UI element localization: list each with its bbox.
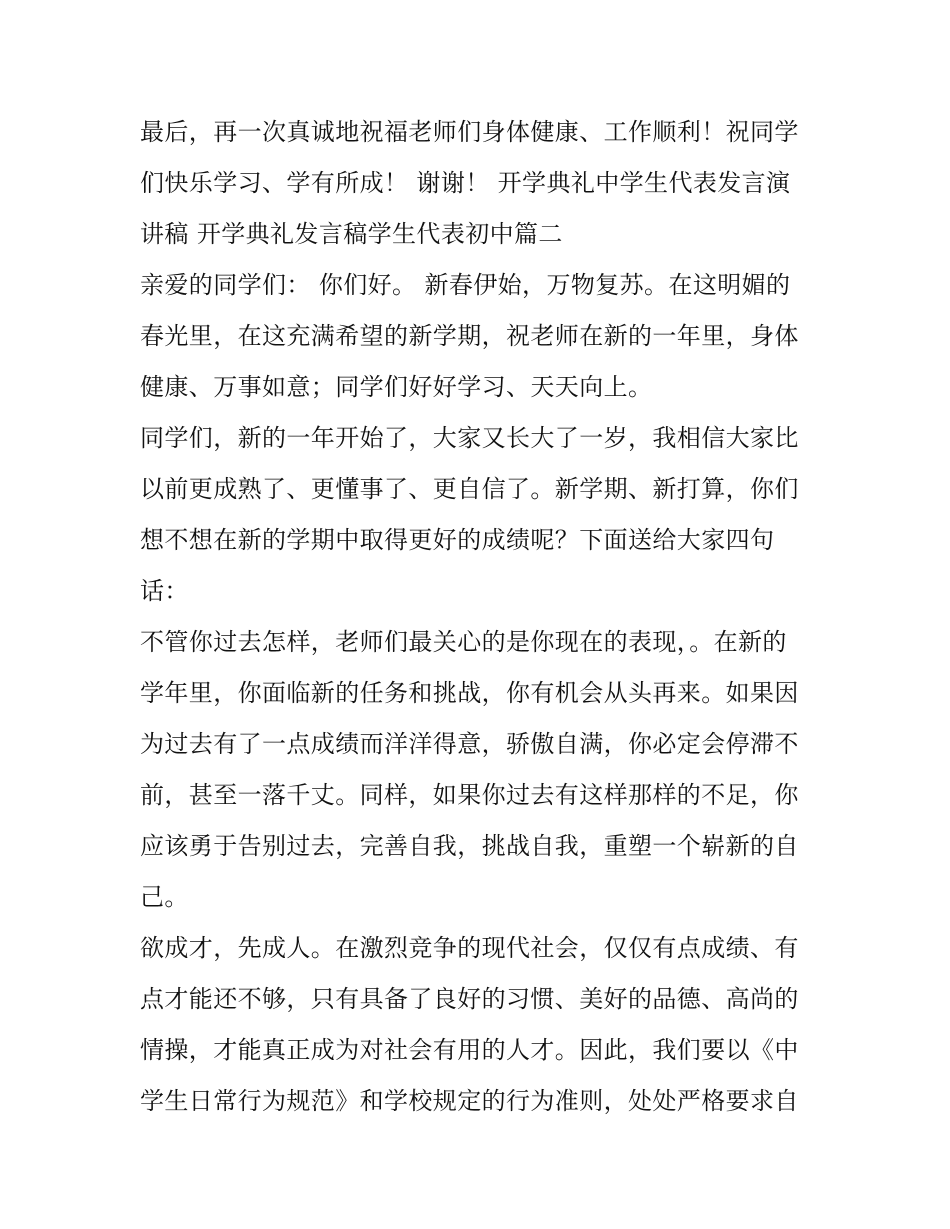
text-line: 己。 bbox=[140, 883, 189, 911]
text-line: 前，甚至一落千丈。同样，如果你过去有这样那样的不足，你 bbox=[140, 781, 799, 809]
text-line: 们快乐学习、学有所成！ 谢谢！ 开学典礼中学生代表发言演 bbox=[140, 169, 791, 197]
text-line: 学年里，你面临新的任务和挑战，你有机会从头再来。如果因 bbox=[140, 679, 799, 707]
text-line: 应该勇于告别过去，完善自我，挑战自我，重塑一个崭新的自 bbox=[140, 832, 799, 860]
text-line: 以前更成熟了、更懂事了、更自信了。新学期、新打算，你们 bbox=[140, 475, 799, 503]
text-line: 亲爱的同学们： 你们好。 新春伊始，万物复苏。在这明媚的 bbox=[140, 271, 791, 299]
text-line: 春光里，在这充满希望的新学期，祝老师在新的一年里，身体 bbox=[140, 322, 799, 350]
text-line: 为过去有了一点成绩而洋洋得意，骄傲自满，你必定会停滞不 bbox=[140, 730, 799, 758]
text-line: 话： bbox=[140, 577, 189, 605]
text-line: 最后，再一次真诚地祝福老师们身体健康、工作顺利！祝同学 bbox=[140, 118, 799, 146]
document-body bbox=[140, 107, 820, 1127]
text-line: 点才能还不够，只有具备了良好的习惯、美好的品德、高尚的 bbox=[140, 985, 799, 1013]
text-line: 讲稿 开学典礼发言稿学生代表初中篇二 bbox=[140, 220, 563, 248]
text-line: 健康、万事如意；同学们好好学习、天天向上。 bbox=[140, 373, 653, 401]
text-line: 同学们，新的一年开始了，大家又长大了一岁，我相信大家比 bbox=[140, 424, 799, 452]
text-line: 欲成才，先成人。在激烈竞争的现代社会，仅仅有点成绩、有 bbox=[140, 934, 799, 962]
text-line: 学生日常行为规范》和学校规定的行为准则，处处严格要求自 bbox=[140, 1087, 799, 1115]
text-line: 情操，才能真正成为对社会有用的人才。因此，我们要以《中 bbox=[140, 1036, 799, 1064]
text-line: 想不想在新的学期中取得更好的成绩呢？下面送给大家四句 bbox=[140, 526, 775, 554]
text-line: 不管你过去怎样，老师们最关心的是你现在的表现，。在新的 bbox=[140, 628, 787, 656]
